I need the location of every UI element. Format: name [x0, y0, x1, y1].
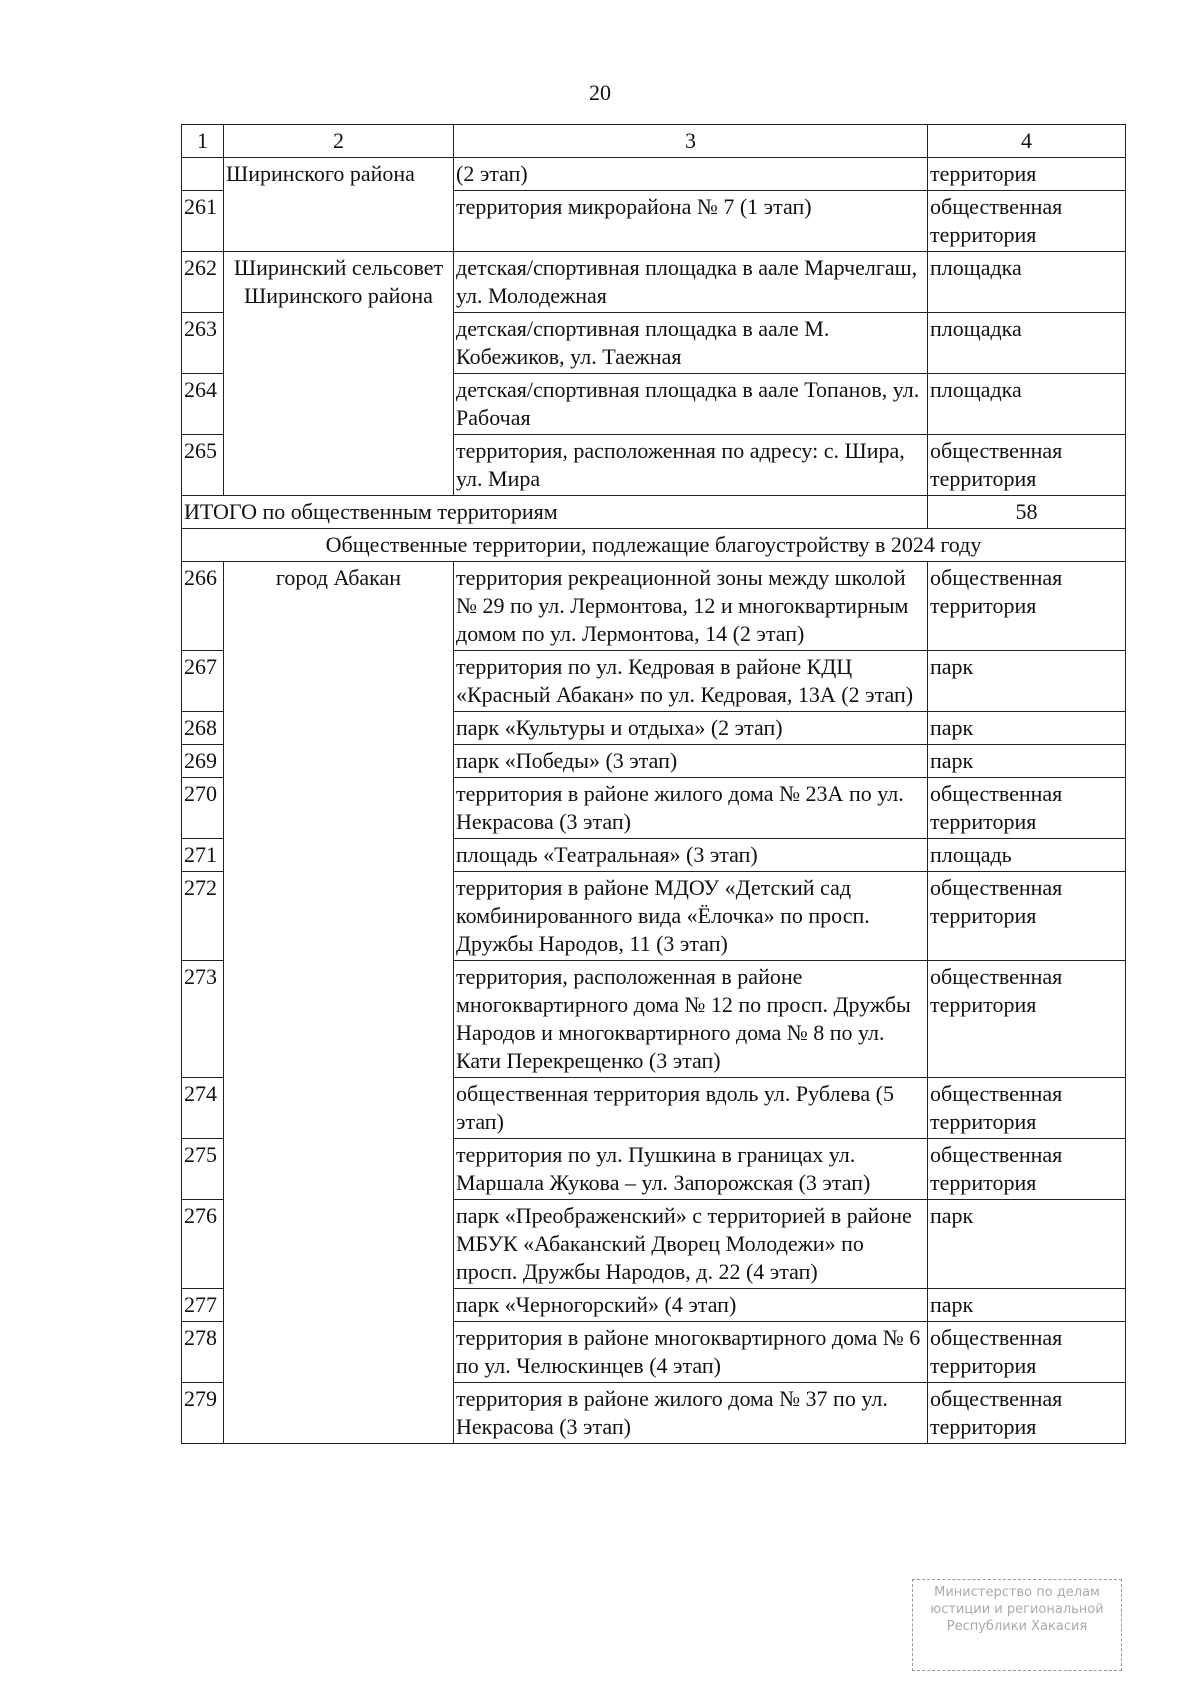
row-number: 266	[182, 562, 224, 651]
territory-name: территория в районе жилого дома № 23А по ул. Некрасова (3 этап)	[454, 778, 928, 839]
row-number: 273	[182, 961, 224, 1078]
territory-type: общественная территория	[928, 191, 1126, 252]
row-number: 264	[182, 374, 224, 435]
territory-type: общественная территория	[928, 872, 1126, 961]
stamp-line: Республики Хакасия	[946, 1619, 1088, 1634]
territory-name: детская/спортивная площадка в аале М. Кобежиков, ул. Таежная	[454, 313, 928, 374]
row-number: 261	[182, 191, 224, 252]
territory-type: парк	[928, 712, 1126, 745]
header-cell: 2	[224, 125, 454, 158]
territory-type: парк	[928, 651, 1126, 712]
territory-type: площадка	[928, 252, 1126, 313]
row-number: 274	[182, 1078, 224, 1139]
row-number: 270	[182, 778, 224, 839]
stamp-line: Министерство по делам	[934, 1585, 1100, 1600]
territory-type: общественная территория	[928, 778, 1126, 839]
territory-name: территория в районе жилого дома № 37 по ул. Некрасова (3 этап)	[454, 1383, 928, 1444]
territory-name: территория по ул. Кедровая в районе КДЦ «Красный Абакан» по ул. Кедровая, 13А (2 этап)	[454, 651, 928, 712]
territory-type: общественная территория	[928, 1322, 1126, 1383]
territory-type: площадка	[928, 374, 1126, 435]
territory-type: парк	[928, 1200, 1126, 1289]
header-cell: 4	[928, 125, 1126, 158]
territory-name: территория в районе МДОУ «Детский сад комбинированного вида «Ёлочка» по просп. Дружбы Народов, 11 (3 этап)	[454, 872, 928, 961]
total-value: 58	[928, 496, 1126, 529]
territory-type: парк	[928, 745, 1126, 778]
territory-name: детская/спортивная площадка в аале Топанов, ул. Рабочая	[454, 374, 928, 435]
territory-name: территория рекреационной зоны между школой № 29 по ул. Лермонтова, 12 и многоквартирным домом по ул. Лермонтова, 14 (2 этап)	[454, 562, 928, 651]
territory-name: территория по ул. Пушкина в границах ул. Маршала Жукова – ул. Запорожская (3 этап)	[454, 1139, 928, 1200]
table-header-row	[182, 125, 1126, 158]
header-cell: 3	[454, 125, 928, 158]
territory-table	[181, 124, 1126, 1444]
row-number: 265	[182, 435, 224, 496]
territory-name: общественная территория вдоль ул. Рублева (5 этап)	[454, 1078, 928, 1139]
row-number: 267	[182, 651, 224, 712]
territory-name: площадь «Театральная» (3 этап)	[454, 839, 928, 872]
territory-name: парк «Культуры и отдыха» (2 этап)	[454, 712, 928, 745]
row-number: 275	[182, 1139, 224, 1200]
table-row	[182, 562, 1126, 651]
row-number: 276	[182, 1200, 224, 1289]
territory-name: парк «Победы» (3 этап)	[454, 745, 928, 778]
total-row	[182, 496, 1126, 529]
row-number: 269	[182, 745, 224, 778]
territory-type: территория	[928, 158, 1126, 191]
section-row	[182, 529, 1126, 562]
row-number: 272	[182, 872, 224, 961]
territory-name: парк «Черногорский» (4 этап)	[454, 1289, 928, 1322]
row-number: 278	[182, 1322, 224, 1383]
municipality-cell: Ширинский сельсовет Ширинского района	[224, 252, 454, 496]
municipality-cell: Ширинского района	[224, 158, 454, 252]
table-row	[182, 252, 1126, 313]
territory-name: территория, расположенная в районе многоквартирного дома № 12 по просп. Дружбы Народов и многоквартирного дома № 8 по ул. Кати Перекрещенко (3 этап)	[454, 961, 928, 1078]
total-label: ИТОГО по общественным территориям	[182, 496, 928, 529]
table-row	[182, 158, 1126, 191]
section-title: Общественные территории, подлежащие благоустройству в 2024 году	[182, 529, 1126, 562]
territory-type: общественная территория	[928, 1078, 1126, 1139]
territory-type: общественная территория	[928, 435, 1126, 496]
row-number: 279	[182, 1383, 224, 1444]
territory-name: территория микрорайона № 7 (1 этап)	[454, 191, 928, 252]
territory-type: площадь	[928, 839, 1126, 872]
registration-stamp	[912, 1579, 1122, 1671]
territory-name: территория в районе многоквартирного дома № 6 по ул. Челюскинцев (4 этап)	[454, 1322, 928, 1383]
page-number: 20	[589, 80, 611, 105]
territory-type: общественная территория	[928, 961, 1126, 1078]
municipality-cell: город Абакан	[224, 562, 454, 1444]
territory-type: площадка	[928, 313, 1126, 374]
row-number: 271	[182, 839, 224, 872]
header-cell: 1	[182, 125, 224, 158]
territory-name: детская/спортивная площадка в аале Марчелгаш, ул. Молодежная	[454, 252, 928, 313]
territory-type: общественная территория	[928, 1139, 1126, 1200]
territory-type: общественная территория	[928, 562, 1126, 651]
row-number	[182, 158, 224, 191]
row-number: 262	[182, 252, 224, 313]
territory-name: парк «Преображенский» с территорией в районе МБУК «Абаканский Дворец Молодежи» по просп. Дружбы Народов, д. 22 (4 этап)	[454, 1200, 928, 1289]
territory-type: общественная территория	[928, 1383, 1126, 1444]
territory-name: территория, расположенная по адресу: с. Шира, ул. Мира	[454, 435, 928, 496]
territory-type: парк	[928, 1289, 1126, 1322]
row-number: 277	[182, 1289, 224, 1322]
territory-name: (2 этап)	[454, 158, 928, 191]
row-number: 263	[182, 313, 224, 374]
stamp-line: юстиции и региональной	[930, 1602, 1104, 1617]
row-number: 268	[182, 712, 224, 745]
